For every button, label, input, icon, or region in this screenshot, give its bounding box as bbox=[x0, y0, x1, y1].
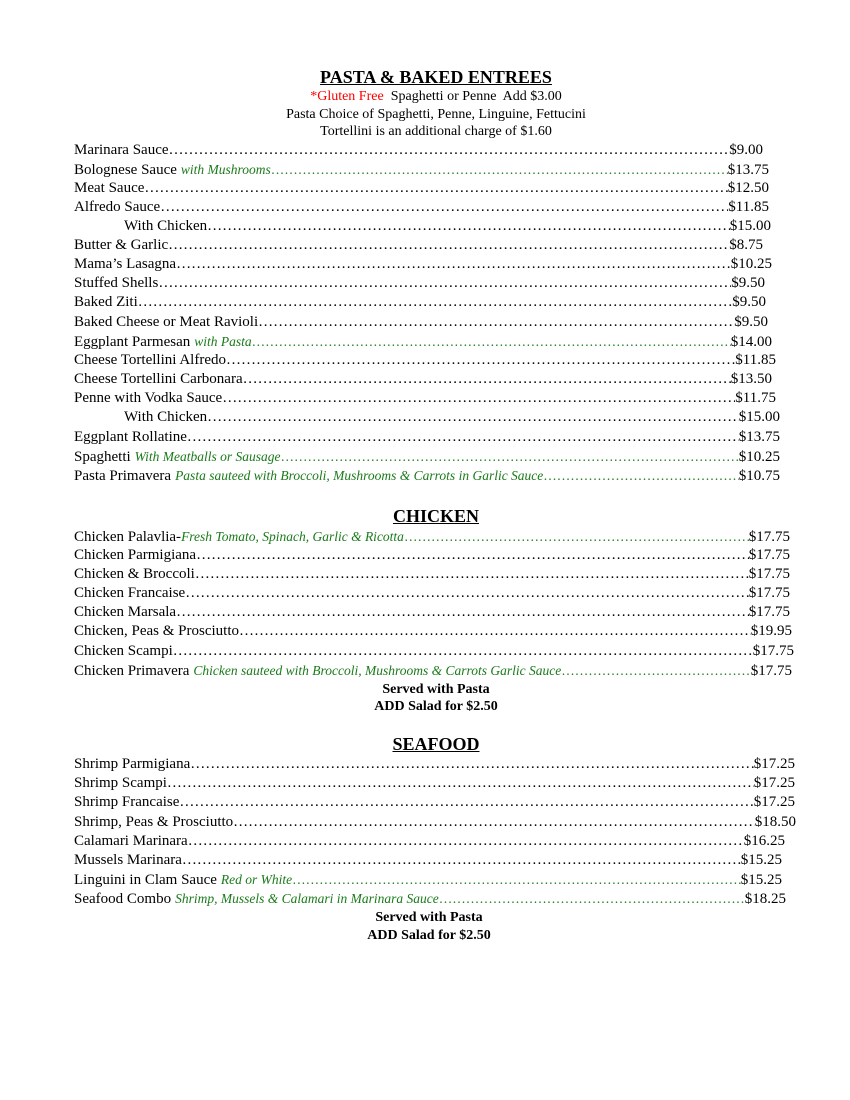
item-price: $17.75 bbox=[750, 663, 792, 679]
menu-item bbox=[74, 642, 794, 661]
menu-item bbox=[74, 832, 785, 851]
item-name: Penne with Vodka Sauce bbox=[74, 390, 223, 406]
item-name: Seafood Combo bbox=[74, 891, 172, 907]
item-name: Baked Ziti bbox=[74, 294, 138, 310]
item-name: Meat Sauce bbox=[74, 180, 145, 196]
item-name: Alfredo Sauce bbox=[74, 199, 161, 215]
item-price: $8.75 bbox=[729, 237, 763, 253]
menu-item bbox=[74, 141, 763, 160]
dot-leader bbox=[176, 603, 749, 622]
item-name: Butter & Garlic bbox=[74, 237, 169, 253]
item-price: $17.75 bbox=[748, 547, 790, 563]
dot-leader bbox=[252, 332, 731, 351]
item-price: $10.75 bbox=[738, 468, 780, 484]
item-price: $13.75 bbox=[738, 429, 780, 445]
item-price: $9.50 bbox=[734, 314, 768, 330]
item-price: $17.75 bbox=[748, 566, 790, 582]
menu-item bbox=[74, 870, 782, 889]
menu-item bbox=[74, 389, 776, 408]
item-price: $15.00 bbox=[729, 218, 771, 234]
item-price: $17.25 bbox=[753, 756, 795, 772]
menu-item bbox=[74, 274, 765, 293]
menu-item bbox=[74, 466, 780, 485]
item-name: Shrimp, Peas & Prosciutto bbox=[74, 814, 234, 830]
item-price: $15.00 bbox=[738, 409, 780, 425]
menu-item bbox=[74, 527, 790, 546]
item-name: Chicken Palavlia- bbox=[74, 529, 182, 545]
item-price: $17.75 bbox=[752, 643, 794, 659]
dot-leader bbox=[138, 293, 733, 312]
item-price: $17.75 bbox=[748, 529, 790, 545]
item-name: Chicken Marsala bbox=[74, 604, 177, 620]
dot-leader bbox=[144, 179, 727, 198]
item-name: Eggplant Parmesan bbox=[74, 334, 191, 350]
menu-item bbox=[74, 351, 776, 370]
seafood-section-title: SEAFOOD bbox=[392, 734, 480, 754]
item-price: $14.00 bbox=[730, 334, 772, 350]
item-name: Marinara Sauce bbox=[74, 142, 169, 158]
dot-leader bbox=[173, 642, 753, 661]
dot-leader bbox=[222, 389, 735, 408]
dot-leader bbox=[292, 870, 741, 889]
item-name: Spaghetti bbox=[74, 449, 131, 465]
menu-item bbox=[74, 813, 796, 832]
dot-leader bbox=[176, 255, 731, 274]
dot-leader bbox=[243, 370, 731, 389]
item-name: Stuffed Shells bbox=[74, 275, 159, 291]
seafood-salad-note: ADD Salad for $2.50 bbox=[367, 928, 491, 943]
item-name: Chicken Parmigiana bbox=[74, 547, 197, 563]
item-name: Mama’s Lasagna bbox=[74, 256, 177, 272]
chicken-salad-note: ADD Salad for $2.50 bbox=[374, 699, 498, 714]
dot-leader bbox=[179, 793, 753, 812]
item-description: Red or White bbox=[220, 872, 293, 887]
dot-leader bbox=[195, 565, 749, 584]
item-description: with Mushrooms bbox=[180, 162, 271, 177]
item-description: Chicken sauteed with Broccoli, Mushrooms & Carrots Garlic Sauce bbox=[193, 663, 562, 678]
pasta-section-title: PASTA & BAKED ENTREES bbox=[320, 67, 552, 87]
dot-leader bbox=[158, 274, 731, 293]
item-price: $9.00 bbox=[729, 142, 763, 158]
item-name: Eggplant Rollatine bbox=[74, 429, 187, 445]
seafood-served-note: Served with Pasta bbox=[375, 910, 483, 925]
menu-item bbox=[74, 428, 780, 447]
dot-leader bbox=[207, 217, 730, 236]
dot-leader bbox=[182, 851, 741, 870]
menu-item bbox=[74, 755, 795, 774]
item-description: with Pasta bbox=[194, 334, 252, 349]
pasta-choice-line: Pasta Choice of Spaghetti, Penne, Linguine, Fettucini bbox=[286, 107, 586, 122]
item-price: $9.50 bbox=[732, 294, 766, 310]
menu-item bbox=[74, 851, 782, 870]
item-price: $17.25 bbox=[753, 794, 795, 810]
dot-leader bbox=[281, 447, 739, 466]
item-description: Fresh Tomato, Spinach, Garlic & Ricotta bbox=[181, 529, 404, 544]
dot-leader bbox=[439, 889, 745, 908]
item-name: Calamari Marinara bbox=[74, 833, 188, 849]
menu-item bbox=[124, 408, 780, 427]
item-price: $19.95 bbox=[750, 623, 792, 639]
gluten-free-detail: Spaghetti or Penne Add $3.00 bbox=[383, 89, 562, 104]
item-description: Shrimp, Mussels & Calamari in Marinara Sauce bbox=[175, 891, 439, 906]
item-price: $11.75 bbox=[735, 390, 776, 406]
dot-leader bbox=[233, 813, 755, 832]
menu-item bbox=[74, 774, 795, 793]
item-name: Bolognese Sauce bbox=[74, 162, 177, 178]
menu-item bbox=[74, 584, 790, 603]
item-name: Shrimp Francaise bbox=[74, 794, 180, 810]
menu-item bbox=[74, 447, 780, 466]
dot-leader bbox=[561, 661, 751, 680]
item-name: With Chicken bbox=[124, 218, 208, 234]
menu-item bbox=[74, 661, 792, 680]
dot-leader bbox=[258, 313, 734, 332]
menu-item bbox=[74, 198, 769, 217]
item-description: Pasta sauteed with Broccoli, Mushrooms & Carrots in Garlic Sauce bbox=[175, 468, 544, 483]
item-price: $11.85 bbox=[735, 352, 776, 368]
dot-leader bbox=[187, 428, 739, 447]
menu-item bbox=[74, 293, 766, 312]
dot-leader bbox=[196, 546, 749, 565]
item-price: $15.25 bbox=[740, 872, 782, 888]
dot-leader bbox=[169, 141, 730, 160]
item-price: $12.50 bbox=[727, 180, 769, 196]
item-price: $18.25 bbox=[744, 891, 786, 907]
menu-item bbox=[74, 565, 790, 584]
item-description: With Meatballs or Sausage bbox=[134, 449, 281, 464]
menu-item bbox=[74, 889, 786, 908]
item-name: Chicken Scampi bbox=[74, 643, 173, 659]
item-price: $16.25 bbox=[743, 833, 785, 849]
menu-item bbox=[74, 793, 795, 812]
dot-leader bbox=[404, 527, 749, 546]
item-price: $17.25 bbox=[753, 775, 795, 791]
tortellini-charge-line: Tortellini is an additional charge of $1.60 bbox=[320, 124, 552, 139]
item-price: $13.75 bbox=[727, 162, 769, 178]
dot-leader bbox=[271, 160, 728, 179]
dot-leader bbox=[543, 466, 738, 485]
item-name: With Chicken bbox=[124, 409, 208, 425]
dot-leader bbox=[207, 408, 739, 427]
item-name: Chicken & Broccoli bbox=[74, 566, 195, 582]
item-name: Shrimp Parmigiana bbox=[74, 756, 191, 772]
chicken-section-title: CHICKEN bbox=[392, 506, 479, 526]
dot-leader bbox=[188, 832, 744, 851]
menu-item bbox=[74, 236, 763, 255]
menu-item bbox=[124, 217, 771, 236]
menu-item bbox=[74, 603, 790, 622]
item-name: Baked Cheese or Meat Ravioli bbox=[74, 314, 259, 330]
dot-leader bbox=[167, 774, 754, 793]
item-name: Cheese Tortellini Alfredo bbox=[74, 352, 226, 368]
item-price: $15.25 bbox=[740, 852, 782, 868]
dot-leader bbox=[168, 236, 729, 255]
menu-item bbox=[74, 622, 792, 641]
item-name: Chicken, Peas & Prosciutto bbox=[74, 623, 239, 639]
dot-leader bbox=[239, 622, 751, 641]
item-name: Pasta Primavera bbox=[74, 468, 172, 484]
dot-leader bbox=[185, 584, 749, 603]
item-name: Mussels Marinara bbox=[74, 852, 182, 868]
item-price: $10.25 bbox=[730, 256, 772, 272]
menu-item bbox=[74, 370, 772, 389]
dot-leader bbox=[190, 755, 754, 774]
item-name: Shrimp Scampi bbox=[74, 775, 167, 791]
item-price: $17.75 bbox=[748, 585, 790, 601]
gluten-free-label: *Gluten Free bbox=[310, 89, 384, 104]
menu-item bbox=[74, 160, 769, 179]
item-name: Cheese Tortellini Carbonara bbox=[74, 371, 243, 387]
menu-item bbox=[74, 255, 772, 274]
item-price: $18.50 bbox=[754, 814, 796, 830]
item-name: Chicken Primavera bbox=[74, 663, 190, 679]
menu-item bbox=[74, 179, 769, 198]
item-name: Linguini in Clam Sauce bbox=[74, 872, 217, 888]
gluten-free-line bbox=[0, 88, 850, 106]
item-price: $17.75 bbox=[748, 604, 790, 620]
menu-item bbox=[74, 546, 790, 565]
item-price: $9.50 bbox=[731, 275, 765, 291]
dot-leader bbox=[160, 198, 728, 217]
menu-item bbox=[74, 332, 772, 351]
item-price: $11.85 bbox=[728, 199, 769, 215]
item-name: Chicken Francaise bbox=[74, 585, 186, 601]
item-price: $10.25 bbox=[738, 449, 780, 465]
dot-leader bbox=[226, 351, 735, 370]
chicken-served-note: Served with Pasta bbox=[382, 682, 490, 697]
menu-item bbox=[74, 313, 768, 332]
item-price: $13.50 bbox=[730, 371, 772, 387]
